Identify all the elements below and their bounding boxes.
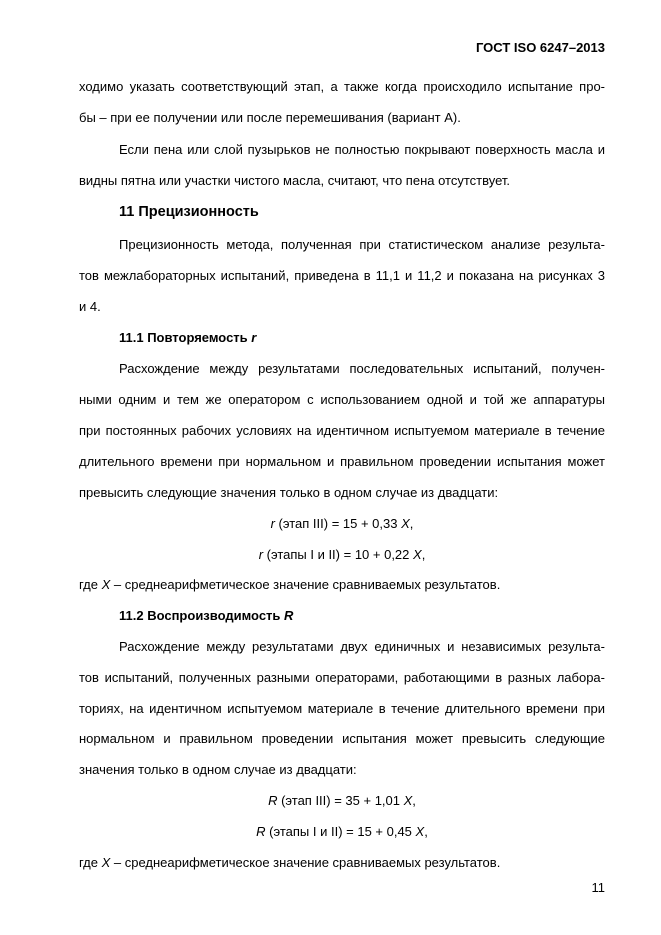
subsection-title: 11.2 Воспроизводимость: [119, 608, 281, 623]
repeatability-where-note: где X – среднеарифметическое значение сравниваемых результатов.: [79, 577, 501, 592]
reproducibility-where-note: где X – среднеарифметическое значение сравниваемых результатов.: [79, 855, 501, 870]
reproducibility-line-4: нормальном и правильном проведении испытания может превысить следующие: [79, 731, 605, 746]
subsection-title: 11.1 Повторяемость: [119, 330, 248, 345]
repeatability-line-2: ными одним и тем же оператором с использованием одной и той же аппаратуры: [79, 392, 605, 407]
reproducibility-line-3: ториях, на идентичном испытуемом материале в течение длительного времени при: [79, 701, 605, 716]
subsection-heading-repeatability: [119, 330, 256, 345]
reproducibility-line-1: Расхождение между результатами двух единичных и независимых результа-: [119, 639, 605, 654]
subsection-heading-reproducibility: [119, 608, 293, 623]
reproducibility-equation-2: R (этапы I и II) = 15 + 0,45 X,: [256, 824, 428, 839]
section-line-2: тов межлабораторных испытаний, приведена в 11,1 и 11,2 и показана на рисунках 3: [79, 268, 605, 283]
repeatability-line-1: Расхождение между результатами последовательных испытаний, получен-: [119, 361, 605, 376]
intro-line-2: бы – при ее получении или после перемешивания (вариант А).: [79, 110, 461, 125]
document-id: ГОСТ ISO 6247–2013: [475, 40, 605, 55]
section-line-3: и 4.: [79, 299, 101, 314]
repeatability-line-3: при постоянных рабочих условиях на идентичном испытуемом материале в течение: [79, 423, 605, 438]
intro-line-1: ходимо указать соответствующий этап, а также когда происходило испытание про-: [79, 79, 605, 94]
reproducibility-line-2: тов испытаний, полученных разными операторами, работающими в разных лабора-: [79, 670, 605, 685]
section-line-1: Прецизионность метода, полученная при статистическом анализе результа-: [119, 237, 605, 252]
reproducibility-equation-1: R (этап III) = 35 + 1,01 X,: [268, 793, 416, 808]
repeatability-equation-2: r (этапы I и II) = 10 + 0,22 X,: [258, 547, 426, 562]
repeatability-line-5: превысить следующие значения только в одном случае из двадцати:: [79, 485, 499, 500]
repeatability-line-4: длительного времени при нормальном и правильном проведении испытания может: [79, 454, 605, 469]
repeatability-symbol: r: [251, 330, 257, 345]
reproducibility-symbol: R: [284, 608, 294, 623]
intro-p2-line-1: Если пена или слой пузырьков не полностью покрывают поверхность масла и: [119, 142, 605, 157]
section-heading: 11 Прецизионность: [119, 204, 259, 220]
page-number: 11: [591, 880, 605, 895]
repeatability-equation-1: r (этап III) = 15 + 0,33 X,: [270, 516, 414, 531]
intro-p2-line-2: видны пятна или участки чистого масла, считают, что пена отсутствует.: [79, 173, 511, 188]
reproducibility-line-5: значения только в одном случае из двадцати:: [79, 762, 357, 777]
